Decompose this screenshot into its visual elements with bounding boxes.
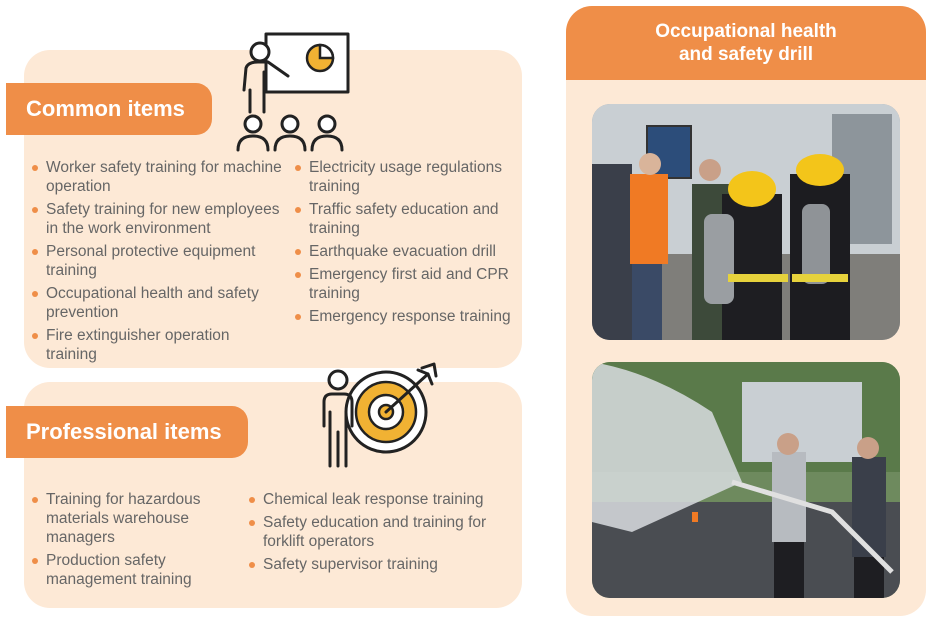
list-item: Electricity usage regulations training	[295, 158, 515, 196]
list-item: Personal protective equipment training	[32, 242, 282, 280]
person-target-icon	[314, 360, 444, 470]
professional-items-list-right	[249, 490, 514, 578]
drill-title-line1: Occupational health	[655, 21, 837, 42]
drill-photo-outdoor	[592, 362, 900, 598]
list-item: Emergency response training	[295, 307, 515, 326]
list-item: Safety supervisor training	[249, 555, 514, 574]
common-items-list-right	[295, 158, 515, 330]
professional-items-list-left	[32, 490, 242, 593]
list-item: Emergency first aid and CPR training	[295, 265, 515, 303]
list-item: Safety education and training for forklift operators	[249, 513, 514, 551]
drill-photo-indoor	[592, 104, 900, 340]
list-item: Production safety management training	[32, 551, 242, 589]
drill-title	[566, 6, 926, 80]
list-item: Safety training for new employees in the work environment	[32, 200, 282, 238]
list-item: Chemical leak response training	[249, 490, 514, 509]
list-item: Occupational health and safety prevention	[32, 284, 282, 322]
presentation-training-icon	[228, 28, 353, 154]
drill-title-line2: and safety drill	[678, 44, 814, 65]
list-item: Earthquake evacuation drill	[295, 242, 515, 261]
professional-items-title: Professional items	[6, 406, 248, 458]
drill-panel	[566, 6, 926, 616]
list-item: Fire extinguisher operation training	[32, 326, 282, 364]
list-item: Training for hazardous materials warehouse managers	[32, 490, 242, 547]
common-items-list-left	[32, 158, 282, 368]
list-item: Worker safety training for machine operation	[32, 158, 282, 196]
list-item: Traffic safety education and training	[295, 200, 515, 238]
common-items-title: Common items	[6, 83, 212, 135]
